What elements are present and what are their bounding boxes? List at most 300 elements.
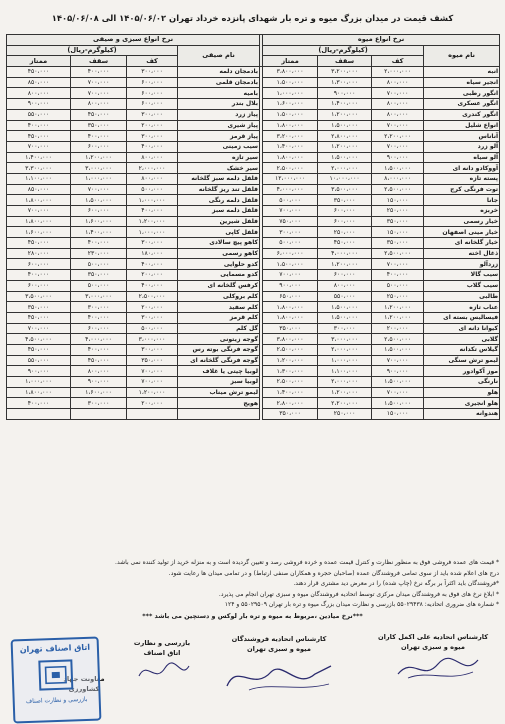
veg-premium-cell: ۵۵۰،۰۰۰ (7, 109, 71, 120)
fruit-ceiling-cell: ۱۰،۰۰۰،۰۰۰ (318, 173, 372, 184)
veg-floor-cell: ۱۸۰،۰۰۰ (127, 248, 178, 259)
veg-premium-cell: ۴۰۰،۰۰۰ (7, 120, 71, 131)
fruit-ceiling-cell: ۲۵۰،۰۰۰ (318, 227, 372, 238)
fruit-name-cell: هلو انجیری (424, 398, 500, 409)
veg-premium-cell: ۸۵۰،۰۰۰ (7, 184, 71, 195)
veg-name-cell: گوجه فرنگی بوته رس (178, 344, 260, 355)
veg-name-cell: هویج (178, 398, 260, 409)
fruit-name-cell: ذغال اخته (424, 248, 500, 259)
fruit-premium-cell: ۷۰۰،۰۰۰ (263, 270, 318, 281)
fruit-name-cell: لیمو ترش سنگی (424, 355, 500, 366)
table-row (7, 152, 500, 163)
veg-ceiling-cell: ۷۰۰،۰۰۰ (71, 88, 127, 99)
veg-name-cell: گوجه زیتونی (178, 334, 260, 345)
section-divider (260, 248, 263, 259)
fruit-ceiling-cell: ۱،۲۰۰،۰۰۰ (318, 109, 372, 120)
veg-premium-cell: ۳۵۰،۰۰۰ (7, 302, 71, 313)
section-divider (260, 409, 263, 420)
fruit-floor-col: کف (372, 56, 424, 67)
veg-floor-cell: ۳۰۰،۰۰۰ (127, 238, 178, 249)
section-divider (260, 366, 263, 377)
fruit-ceiling-cell: ۱،۲۰۰،۰۰۰ (318, 141, 372, 152)
fruit-premium-cell: ۱،۴۰۰،۰۰۰ (263, 141, 318, 152)
veg-floor-cell: ۶۰۰،۰۰۰ (127, 77, 178, 88)
veg-name-cell: کاهو رسمی (178, 248, 260, 259)
veg-ceiling-cell: ۴۰۰،۰۰۰ (71, 131, 127, 142)
fruit-floor-cell: ۸۰۰،۰۰۰ (372, 109, 424, 120)
fruit-ceiling-cell: ۳،۰۰۰،۰۰۰ (318, 334, 372, 345)
signature-block-3 (117, 638, 207, 658)
veg-name-cell: سیر تازه (178, 152, 260, 163)
veg-premium-cell (7, 409, 71, 420)
fruit-floor-cell: ۸۰۰،۰۰۰ (372, 77, 424, 88)
fruit-premium-cell: ۱،۰۰۰،۰۰۰ (263, 88, 318, 99)
fruit-name-cell: انجیر سیاه (424, 77, 500, 88)
fruit-ceiling-cell: ۲۵۰،۰۰۰ (318, 409, 372, 420)
veg-ceiling-cell: ۴۰۰،۰۰۰ (71, 312, 127, 323)
veg-ceiling-cell: ۸۰۰،۰۰۰ (71, 366, 127, 377)
veg-floor-cell: ۳۰۰،۰۰۰ (127, 131, 178, 142)
veg-ceiling-cell: ۱،۶۰۰،۰۰۰ (71, 216, 127, 227)
fruit-premium-cell: ۹۰۰،۰۰۰ (263, 280, 318, 291)
fruit-floor-cell: ۲۰۰،۰۰۰ (372, 323, 424, 334)
veg-name-cell: کرفس گلخانه ای (178, 280, 260, 291)
veg-floor-cell: ۴۰۰،۰۰۰ (127, 141, 178, 152)
veg-premium-cell: ۸۵۰،۰۰۰ (7, 77, 71, 88)
fruit-premium-cell: ۳۰۰،۰۰۰ (263, 227, 318, 238)
veg-floor-cell: ۱،۰۰۰،۰۰۰ (127, 227, 178, 238)
veg-ceiling-cell: ۴۰۰،۰۰۰ (71, 344, 127, 355)
note-line: * شماره های ضروری اتحادیه: ۵۵۰۲۹۴۳۸ بازرسی و نظارت میدان بزرگ میوه و تره بار تهران ۵۵۰۲۹۵۰۹ و ۱۲۴ (224, 601, 499, 608)
veg-premium-cell: ۲۸۰،۰۰۰ (7, 248, 71, 259)
fruit-floor-cell: ۵۰۰،۰۰۰ (372, 280, 424, 291)
veg-floor-cell: ۳۰۰،۰۰۰ (127, 312, 178, 323)
veg-ceiling-cell: ۴،۰۰۰،۰۰۰ (71, 334, 127, 345)
veg-name-cell: پیاز زرد (178, 109, 260, 120)
fruit-floor-cell: ۱،۵۰۰،۰۰۰ (372, 163, 424, 174)
veg-floor-cell: ۳۵۰،۰۰۰ (127, 355, 178, 366)
table-row (7, 109, 500, 120)
fruit-name-cell: گیلاس تکدانه (424, 344, 500, 355)
fruit-premium-cell: ۱،۵۰۰،۰۰۰ (263, 77, 318, 88)
table-row (7, 67, 500, 78)
fruit-premium-cell: ۱،۵۰۰،۰۰۰ (263, 259, 318, 270)
veg-premium-cell: ۱،۸۰۰،۰۰۰ (7, 387, 71, 398)
veg-premium-cell: ۴۵۰،۰۰۰ (7, 67, 71, 78)
fruit-premium-cell: ۱۲،۰۰۰،۰۰۰ (263, 173, 318, 184)
signature-block-2 (209, 634, 349, 654)
fruit-ceiling-cell: ۲،۸۰۰،۰۰۰ (318, 131, 372, 142)
fruit-name-cell: خیار مینی اصفهان (424, 227, 500, 238)
handwritten-signature (133, 656, 193, 686)
section-divider (260, 323, 263, 334)
signature-title: کارشناس اتحادیه علی اکمل کاران (377, 633, 489, 641)
fruit-ceiling-cell: ۳۵۰،۰۰۰ (318, 195, 372, 206)
veg-ceiling-cell: ۶۰۰،۰۰۰ (71, 323, 127, 334)
veg-name-cell: پیاز قرمز (178, 131, 260, 142)
section-divider (260, 227, 263, 238)
section-divider (260, 344, 263, 355)
fruit-floor-cell: ۱،۵۰۰،۰۰۰ (372, 398, 424, 409)
veg-ceiling-cell: ۱،۵۰۰،۰۰۰ (71, 195, 127, 206)
fruit-premium-cell: ۱،۸۰۰،۰۰۰ (263, 120, 318, 131)
fruit-name-cell: توت فرنگی کرج (424, 184, 500, 195)
veg-premium-cell: ۴،۵۰۰،۰۰۰ (7, 334, 71, 345)
fruit-unit-label: (کیلوگرم-ریال) (263, 45, 424, 56)
fruit-premium-cell: ۱،۲۰۰،۰۰۰ (263, 355, 318, 366)
table-row (7, 344, 500, 355)
fruit-premium-cell: ۱،۵۰۰،۰۰۰ (263, 109, 318, 120)
veg-name-cell: گل کلم (178, 323, 260, 334)
veg-premium-cell: ۱،۸۰۰،۰۰۰ (7, 195, 71, 206)
fruit-name-cell: انگور عسکری (424, 99, 500, 110)
veg-ceiling-cell: ۳۵۰،۰۰۰ (71, 270, 127, 281)
fruit-premium-cell: ۳۵۰،۰۰۰ (263, 409, 318, 420)
veg-ceiling-cell: ۵۰۰،۰۰۰ (71, 259, 127, 270)
veg-premium-cell: ۶۰۰،۰۰۰ (7, 280, 71, 291)
fruit-premium-col: ممتاز (263, 56, 318, 67)
veg-floor-cell: ۴۰۰،۰۰۰ (127, 206, 178, 217)
veg-premium-col: ممتاز (7, 56, 71, 67)
section-divider (260, 377, 263, 388)
price-rows (7, 67, 500, 420)
veg-premium-cell: ۱،۸۰۰،۰۰۰ (7, 216, 71, 227)
fruit-name-cell: موز آکوادور (424, 366, 500, 377)
veg-name-cell: بادمجان قلمی (178, 77, 260, 88)
table-row (7, 270, 500, 281)
fruit-ceiling-cell: ۱،۳۰۰،۰۰۰ (318, 77, 372, 88)
signature-title: کارشناس اتحادیه فروشندگان (231, 635, 327, 643)
signature-block-1 (373, 632, 493, 652)
fruit-premium-cell: ۱،۸۰۰،۰۰۰ (263, 302, 318, 313)
fruit-ceiling-cell: ۶۰۰،۰۰۰ (318, 270, 372, 281)
veg-premium-cell: ۴۵۰،۰۰۰ (7, 344, 71, 355)
veg-premium-cell: ۴۵۰،۰۰۰ (7, 131, 71, 142)
handwritten-signature (219, 656, 339, 696)
veg-name-cell: کدو مسمایی (178, 270, 260, 281)
veg-ceiling-cell: ۱،۰۰۰،۰۰۰ (71, 173, 127, 184)
veg-ceiling-cell: ۴۵۰،۰۰۰ (71, 109, 127, 120)
handwritten-signature (393, 652, 483, 684)
section-divider (260, 259, 263, 270)
table-row (7, 409, 500, 420)
veg-name-cell: لوبیا سبز (178, 377, 260, 388)
table-row (7, 398, 500, 409)
veg-floor-cell: ۳۰۰،۰۰۰ (127, 109, 178, 120)
table-row (7, 206, 500, 217)
fruit-name-cell: کیوانا دانه ای (424, 323, 500, 334)
veg-ceiling-cell: ۳۰۰،۰۰۰ (71, 302, 127, 313)
section-divider (260, 355, 263, 366)
fruit-ceiling-cell: ۱،۲۰۰،۰۰۰ (318, 387, 372, 398)
veg-floor-cell: ۸۰۰،۰۰۰ (127, 173, 178, 184)
fruit-ceiling-cell: ۲،۰۰۰،۰۰۰ (318, 163, 372, 174)
veg-ceiling-cell: ۱،۶۰۰،۰۰۰ (71, 387, 127, 398)
veg-ceiling-cell: ۸۰۰،۰۰۰ (71, 99, 127, 110)
veg-ceiling-cell: ۲۳۰،۰۰۰ (71, 248, 127, 259)
veg-floor-cell: ۲،۵۰۰،۰۰۰ (127, 291, 178, 302)
veg-floor-cell: ۴۰۰،۰۰۰ (127, 280, 178, 291)
fruit-premium-cell: ۶،۰۰۰،۰۰۰ (263, 248, 318, 259)
veg-name-cell: بلال بندر (178, 99, 260, 110)
table-row (7, 173, 500, 184)
fruit-premium-cell: ۳۵۰،۰۰۰ (263, 323, 318, 334)
veg-name-cell: کلم سفید (178, 302, 260, 313)
veg-premium-cell: ۱،۱۰۰،۰۰۰ (7, 173, 71, 184)
veg-floor-cell: ۲،۰۰۰،۰۰۰ (127, 163, 178, 174)
fruit-floor-cell: ۲،۵۰۰،۰۰۰ (372, 248, 424, 259)
veg-name-cell: فلفل دلمه سبز (178, 206, 260, 217)
veg-name-cell: لیمو ترش میناب (178, 387, 260, 398)
veg-floor-cell: ۳،۰۰۰،۰۰۰ (127, 334, 178, 345)
fruit-floor-cell: ۲،۲۰۰،۰۰۰ (372, 131, 424, 142)
veg-name-cell: فلفل شیرین (178, 216, 260, 227)
veg-name-cell: کدو حلوایی (178, 259, 260, 270)
section-divider (260, 387, 263, 398)
section-divider (260, 141, 263, 152)
fruit-ceiling-cell: ۸۰۰،۰۰۰ (318, 280, 372, 291)
table-row (7, 184, 500, 195)
fruit-name-cell: هلو (424, 387, 500, 398)
signature-title: بازرسی و نظارت (133, 639, 191, 647)
fruit-premium-cell: ۶۵۰،۰۰۰ (263, 291, 318, 302)
fruit-name-cell: عناب تازه (424, 302, 500, 313)
veg-name-cell: سیب زمینی (178, 141, 260, 152)
fruit-name-cell: آناناس (424, 131, 500, 142)
fruit-floor-cell: ۷۰۰،۰۰۰ (372, 141, 424, 152)
veg-ceiling-col: سقف (71, 56, 127, 67)
veg-premium-cell: ۳،۵۰۰،۰۰۰ (7, 291, 71, 302)
table-row (7, 355, 500, 366)
section-divider (260, 99, 263, 110)
veg-premium-cell: ۷۰۰،۰۰۰ (7, 206, 71, 217)
fruit-premium-cell: ۱،۸۰۰،۰۰۰ (263, 312, 318, 323)
veg-name-cell: بادمجان دلمه (178, 67, 260, 78)
fruit-ceiling-cell: ۲،۰۰۰،۰۰۰ (318, 344, 372, 355)
fruit-ceiling-cell: ۳،۲۰۰،۰۰۰ (318, 67, 372, 78)
veg-ceiling-cell: ۷۰۰،۰۰۰ (71, 77, 127, 88)
fruit-name-cell: گلابی (424, 334, 500, 345)
veg-ceiling-cell: ۱،۴۰۰،۰۰۰ (71, 227, 127, 238)
table-row (7, 131, 500, 142)
fruit-name-cell: پسته تازه (424, 173, 500, 184)
fruit-ceiling-cell: ۶۰۰،۰۰۰ (318, 216, 372, 227)
section-divider (260, 173, 263, 184)
notes-block (6, 558, 499, 621)
fruit-floor-cell: ۲،۵۰۰،۰۰۰ (372, 184, 424, 195)
signature-area (6, 624, 499, 716)
table-row (7, 77, 500, 88)
fruit-premium-cell: ۲،۸۰۰،۰۰۰ (263, 398, 318, 409)
fruit-floor-cell: ۱،۵۰۰،۰۰۰ (372, 344, 424, 355)
fruit-name-cell: زردآلو (424, 259, 500, 270)
fruit-floor-cell: ۱۵۰،۰۰۰ (372, 409, 424, 420)
veg-floor-cell (127, 409, 178, 420)
fruit-floor-cell: ۱،۲۰۰،۰۰۰ (372, 312, 424, 323)
fruit-floor-cell: ۴۰۰،۰۰۰ (372, 270, 424, 281)
fruit-premium-cell: ۷۵۰،۰۰۰ (263, 216, 318, 227)
section-divider (260, 131, 263, 142)
veg-floor-cell: ۱،۲۰۰،۰۰۰ (127, 387, 178, 398)
fruit-section-header: نرخ انواع میوه (263, 35, 500, 46)
veg-floor-cell: ۷۰۰،۰۰۰ (127, 366, 178, 377)
note-line: * قیمت های عمده فروشی فوق به منظور نظارت و کنترل قیمت عمده و خرده فروشی رصد و تعیین گردیده است و به منزله خرید از تولید کننده نمی باشد. (115, 559, 499, 566)
veg-premium-cell: ۴۵۰،۰۰۰ (7, 238, 71, 249)
veg-ceiling-cell: ۴۵۰،۰۰۰ (71, 355, 127, 366)
fruit-ceiling-cell: ۱،۵۰۰،۰۰۰ (318, 152, 372, 163)
section-divider (260, 67, 263, 78)
veg-floor-col: کف (127, 56, 178, 67)
fruit-premium-cell: ۵۰۰،۰۰۰ (263, 238, 318, 249)
signature-subtitle: اتاق اصناف (143, 649, 181, 657)
fruit-premium-cell: ۲،۵۰۰،۰۰۰ (263, 344, 318, 355)
fruit-premium-cell: ۳،۲۰۰،۰۰۰ (263, 131, 318, 142)
veg-ceiling-cell: ۱،۲۰۰،۰۰۰ (71, 152, 127, 163)
veg-ceiling-cell: ۹۰۰،۰۰۰ (71, 377, 127, 388)
veg-name-cell: گوجه فرنگی گلخانه ای (178, 355, 260, 366)
fruit-floor-cell: ۷۰۰،۰۰۰ (372, 355, 424, 366)
price-table (6, 34, 500, 420)
fruit-floor-cell: ۱،۲۰۰،۰۰۰ (372, 302, 424, 313)
table-row (7, 238, 500, 249)
fruit-floor-cell: ۲۵۰،۰۰۰ (372, 291, 424, 302)
fruit-name-cell: سیب گلاب (424, 280, 500, 291)
fruit-name-cell: فیسالیس بسته ای (424, 312, 500, 323)
table-row (7, 120, 500, 131)
section-divider (260, 334, 263, 345)
section-divider (260, 77, 263, 88)
table-row (7, 259, 500, 270)
fruit-ceiling-cell: ۶۰۰،۰۰۰ (318, 206, 372, 217)
note-line: *فروشندگان باید اکثراً بر برگه نرخ (چاپ شده) را در معرض دید مشتری قرار دهند. (293, 580, 499, 587)
fruit-premium-cell: ۲،۵۰۰،۰۰۰ (263, 163, 318, 174)
fruit-premium-cell: ۱،۳۰۰،۰۰۰ (263, 366, 318, 377)
fruit-premium-cell: ۲،۵۰۰،۰۰۰ (263, 377, 318, 388)
veg-unit-label: (کیلوگرم-ریال) (7, 45, 178, 56)
fruit-ceiling-cell: ۱،۵۰۰،۰۰۰ (318, 120, 372, 131)
veg-name-cell: فلفل تند ریز گلخانه (178, 184, 260, 195)
fruit-floor-cell: ۷۰۰،۰۰۰ (372, 88, 424, 99)
veg-premium-cell: ۵۵۰،۰۰۰ (7, 355, 71, 366)
fruit-name-cell: انواع شلیل (424, 120, 500, 131)
fruit-floor-cell: ۷۰۰،۰۰۰ (372, 387, 424, 398)
table-row (7, 227, 500, 238)
fruit-floor-cell: ۳۵۰،۰۰۰ (372, 238, 424, 249)
note-emphasis: ***نرخ میادین ،مربوط به میوه و تره بار لوکس و دستچین می باشد *** (142, 611, 363, 620)
table-row (7, 99, 500, 110)
section-divider (260, 238, 263, 249)
veg-premium-cell: ۴۰۰،۰۰۰ (7, 270, 71, 281)
veg-name-cell: فلفل دلمه رنگی (178, 195, 260, 206)
fruit-name-cell: آلو زرد (424, 141, 500, 152)
table-row (7, 387, 500, 398)
veg-floor-cell: ۲۰۰،۰۰۰ (127, 398, 178, 409)
stamp-title: اتاق اصناف تهران (19, 642, 91, 655)
veg-ceiling-cell: ۳،۰۰۰،۰۰۰ (71, 291, 127, 302)
fruit-name-cell: جانا (424, 195, 500, 206)
page-title: کشف قیمت در میدان بزرگ میوه و تره بار شهدای پانزده خرداد تهران ۱۴۰۵/۰۶/۰۲ الی ۱۴۰۵/۰۶/۰۸ (51, 13, 454, 23)
table-row (7, 334, 500, 345)
fruit-floor-cell: ۷۰۰،۰۰۰ (372, 259, 424, 270)
fruit-floor-cell: ۲،۵۰۰،۰۰۰ (372, 334, 424, 345)
section-divider (260, 120, 263, 131)
fruit-name-cell: انگور رطبی (424, 88, 500, 99)
fruit-ceiling-cell: ۲،۰۰۰،۰۰۰ (318, 377, 372, 388)
table-row (7, 323, 500, 334)
fruit-floor-cell: ۱۵۰،۰۰۰ (372, 195, 424, 206)
section-divider (260, 280, 263, 291)
section-divider (260, 302, 263, 313)
note-line: درج های اعلام شده باید از سوی تمامی فروشندگان عمده (صاحبان حجره و همکاران صنفی ارتباط) و در تمامی میدان ها رعایت شود. (168, 569, 499, 577)
veg-name-cell: فلفل دلمه سبز گلخانه (178, 173, 260, 184)
veg-floor-cell: ۵۰۰،۰۰۰ (127, 184, 178, 195)
veg-premium-cell: ۶۰۰،۰۰۰ (7, 259, 71, 270)
section-divider (260, 291, 263, 302)
veg-premium-cell: ۱،۶۰۰،۰۰۰ (7, 227, 71, 238)
table-row (7, 88, 500, 99)
veg-name-cell: کلم بروکلی (178, 291, 260, 302)
veg-premium-cell: ۹۰۰،۰۰۰ (7, 366, 71, 377)
fruit-name-cell: انبه (424, 67, 500, 78)
fruit-ceiling-cell: ۳،۵۰۰،۰۰۰ (318, 184, 372, 195)
table-row (7, 377, 500, 388)
veg-floor-cell: ۳۰۰،۰۰۰ (127, 344, 178, 355)
fruit-name-cell: طالبی (424, 291, 500, 302)
fruit-name-cell: خیار رسمی (424, 216, 500, 227)
fruit-ceiling-cell: ۱،۵۰۰،۰۰۰ (318, 312, 372, 323)
veg-ceiling-cell: ۳۵۰،۰۰۰ (71, 120, 127, 131)
fruit-floor-cell: ۳۵۰،۰۰۰ (372, 216, 424, 227)
fruit-floor-cell: ۹۰۰،۰۰۰ (372, 152, 424, 163)
veg-ceiling-cell: ۴۰۰،۰۰۰ (71, 67, 127, 78)
veg-name-cell: کلم قرمز (178, 312, 260, 323)
section-divider (260, 152, 263, 163)
section-divider (260, 216, 263, 227)
fruit-ceiling-cell: ۱،۱۰۰،۰۰۰ (318, 366, 372, 377)
veg-floor-cell: ۸۰۰،۰۰۰ (127, 152, 178, 163)
table-row (7, 291, 500, 302)
fruit-name-cell: نارنگی (424, 377, 500, 388)
veg-floor-cell: ۲۰۰،۰۰۰ (127, 270, 178, 281)
veg-premium-cell: ۷۰۰،۰۰۰ (7, 323, 71, 334)
section-divider (260, 206, 263, 217)
fruit-ceiling-cell: ۹۰۰،۰۰۰ (318, 88, 372, 99)
veg-ceiling-cell: ۴۰۰،۰۰۰ (71, 238, 127, 249)
veg-premium-cell: ۴۰۰،۰۰۰ (7, 398, 71, 409)
fruit-floor-cell: ۷۰۰،۰۰۰ (372, 120, 424, 131)
veg-ceiling-cell: ۳۰۰،۰۰۰ (71, 398, 127, 409)
veg-ceiling-cell: ۷۰۰،۰۰۰ (71, 184, 127, 195)
veg-name-cell: بامیه (178, 88, 260, 99)
signature-subtitle: میوه و سبزی تهران (247, 645, 311, 653)
fruit-name-cell: هندوانه (424, 409, 500, 420)
veg-name-col: نام صیفی (178, 45, 260, 66)
fruit-ceiling-cell: ۱،۵۰۰،۰۰۰ (318, 302, 372, 313)
table-row (7, 141, 500, 152)
veg-floor-cell: ۶۰۰،۰۰۰ (127, 99, 178, 110)
veg-section-header: نرخ انواع سبزی و صیفی (7, 35, 260, 46)
veg-ceiling-cell (71, 409, 127, 420)
veg-floor-cell: ۵۰۰،۰۰۰ (127, 323, 178, 334)
veg-name-cell: کاهو پیچ سالادی (178, 238, 260, 249)
section-divider (260, 163, 263, 174)
fruit-name-cell: انگور کندری (424, 109, 500, 120)
fruit-floor-cell: ۲۵۰،۰۰۰ (372, 206, 424, 217)
fruit-premium-cell: ۷۰۰،۰۰۰ (263, 206, 318, 217)
section-divider (260, 109, 263, 120)
table-row (7, 163, 500, 174)
stamp-emblem-icon (35, 656, 76, 693)
